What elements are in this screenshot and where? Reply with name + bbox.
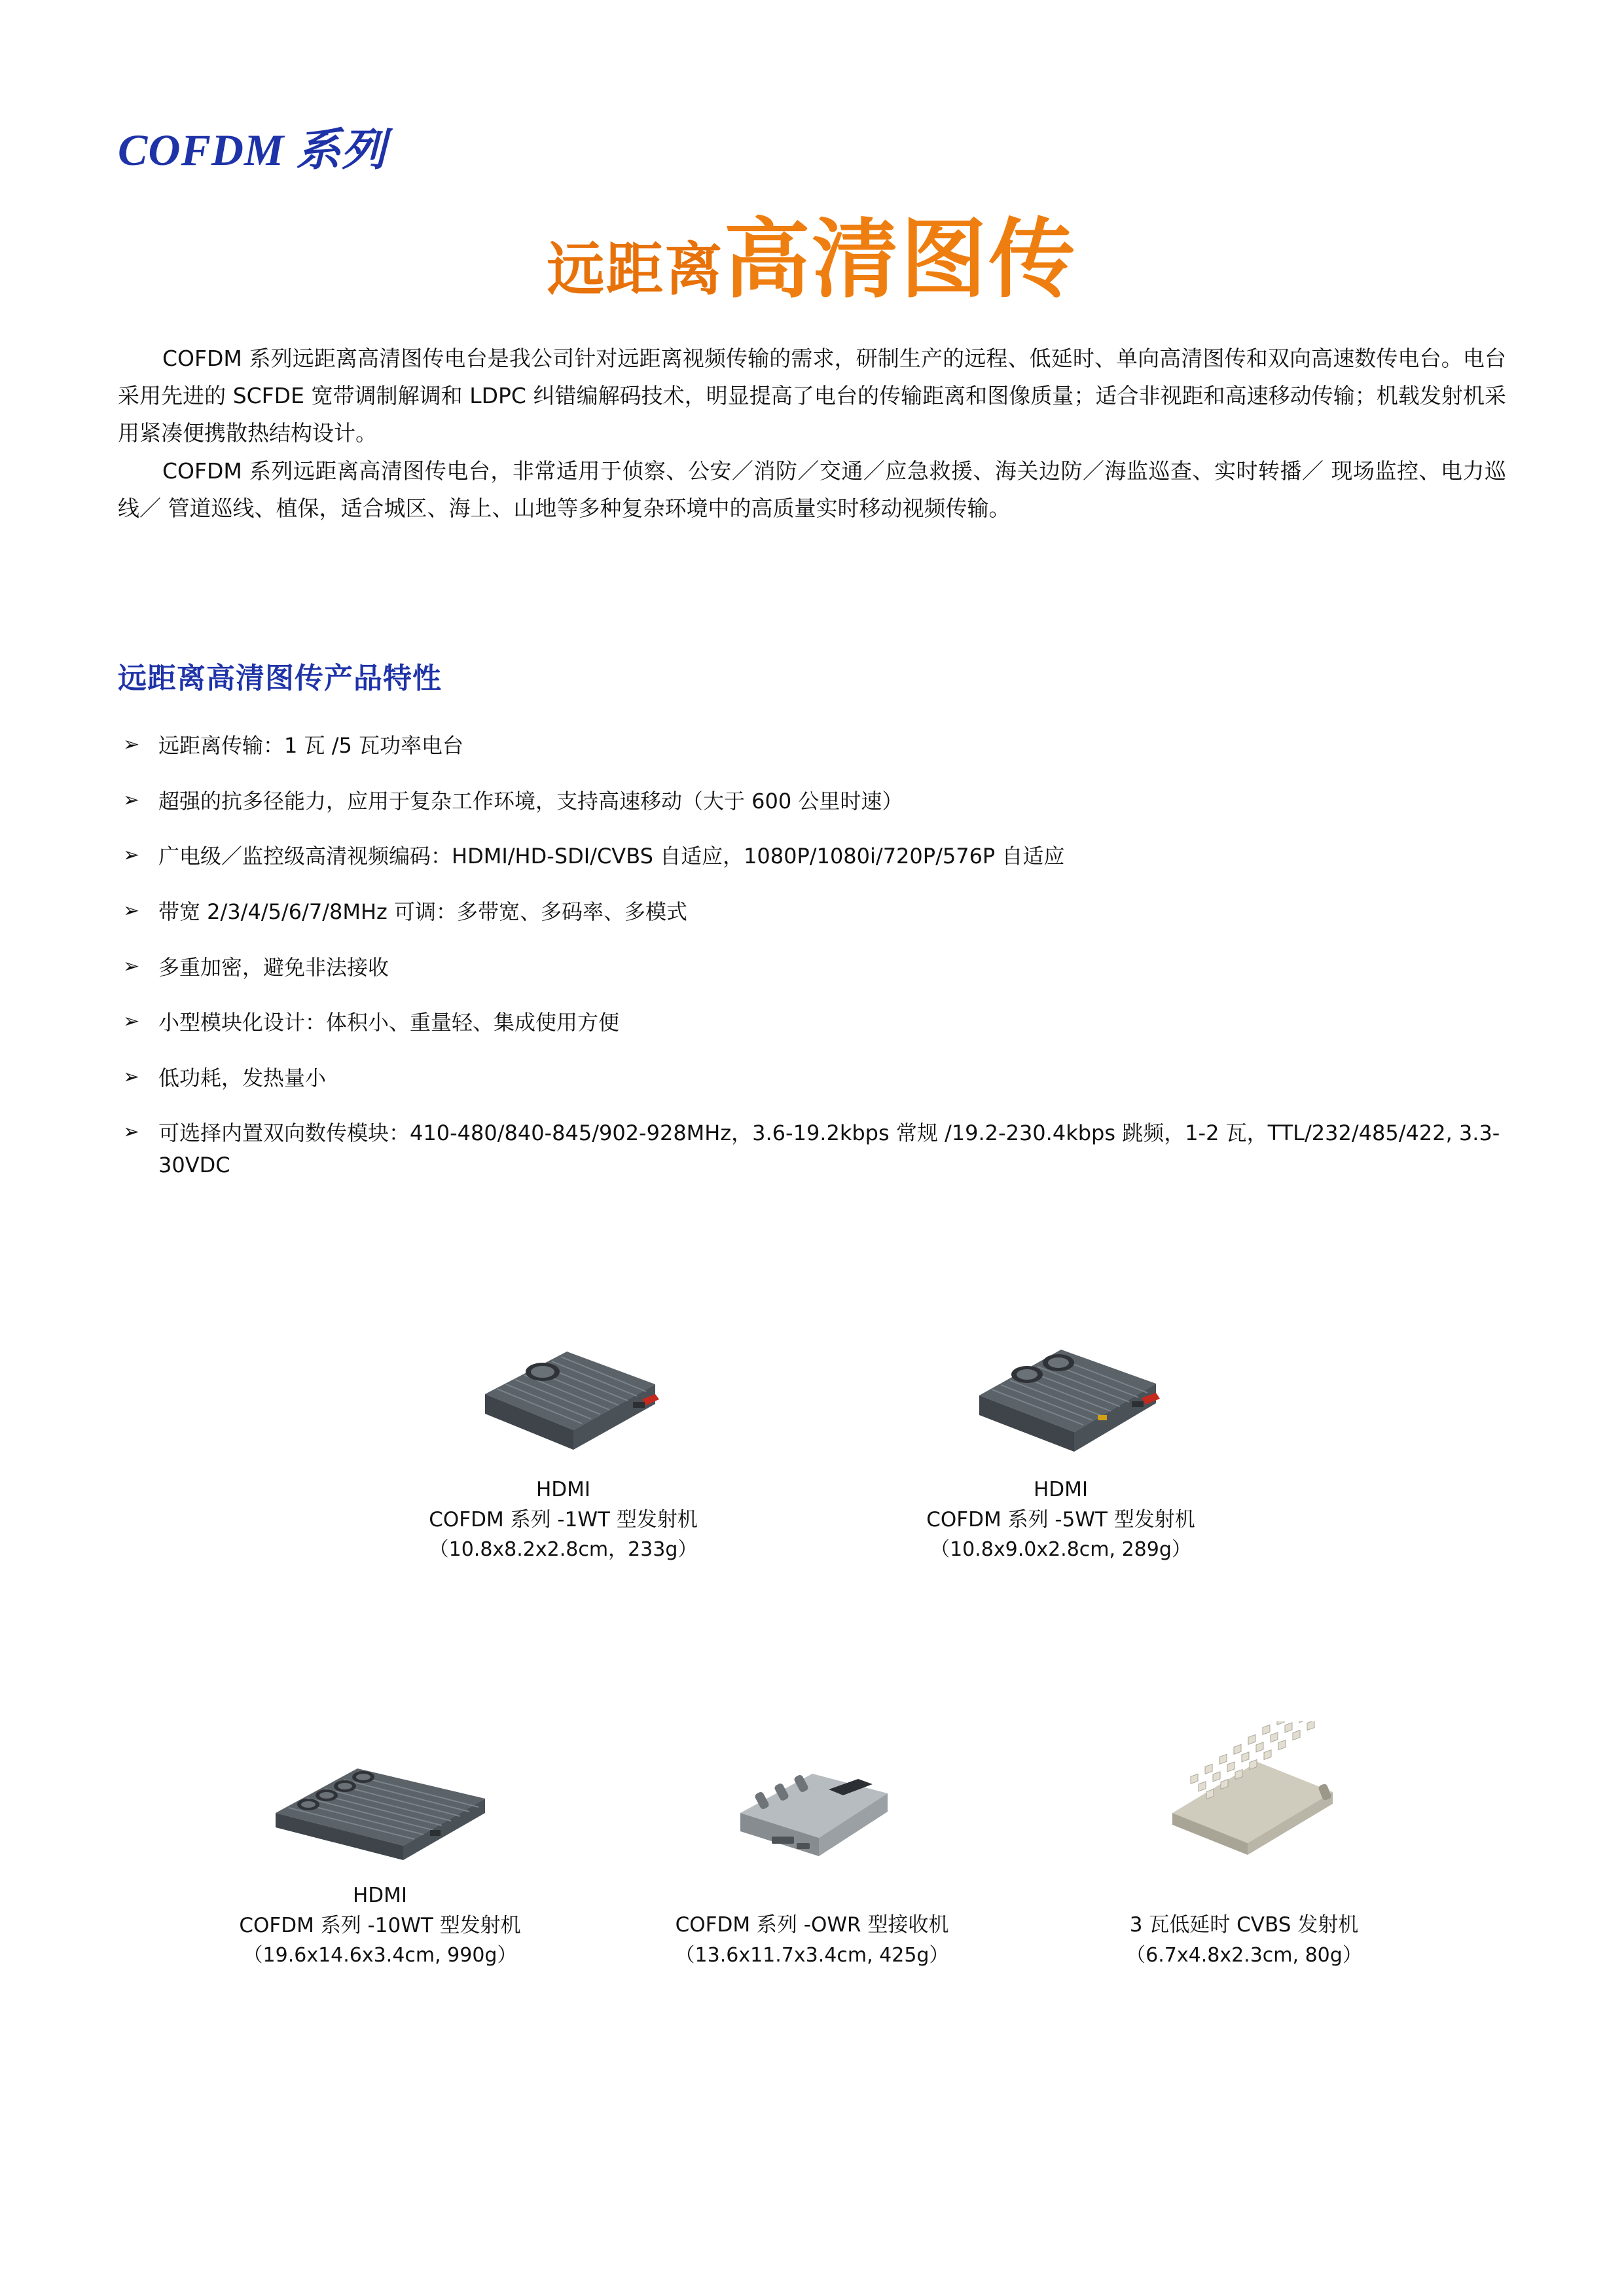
receiver-owr-image	[596, 1715, 1028, 1872]
product-card-owr	[596, 1715, 1028, 1970]
list-item-label: 可选择内置双向数传模块：410-480/840-845/902-928MHz，3.6-19.2kbps 常规 /19.2-230.4kbps 跳频，1-2 瓦，TTL/232/485/422, 3.3-30VDC	[158, 1121, 1500, 1177]
list-item-label: 低功耗，发热量小	[158, 1065, 327, 1090]
product-dimensions: （13.6x11.7x3.4cm, 425g）	[675, 1943, 949, 1967]
transmitter-10wt-image	[164, 1715, 596, 1872]
arrow-bullet-icon: ➢	[123, 899, 140, 922]
page-title-prefix: 远距离	[547, 236, 724, 303]
product-name: COFDM 系列 -1WT 型发射机	[429, 1507, 698, 1532]
product-name: COFDM 系列 -OWR 型接收机	[675, 1913, 949, 1937]
cvbs-transmitter-image	[1028, 1715, 1460, 1872]
product-interface-placeholder	[1028, 1881, 1460, 1910]
list-item-label: 带宽 2/3/4/5/6/7/8MHz 可调：多带宽、多码率、多模式	[158, 899, 688, 924]
list-item	[118, 785, 1513, 817]
product-card-cvbs	[1028, 1715, 1460, 1970]
arrow-bullet-icon: ➢	[123, 733, 140, 756]
arrow-bullet-icon: ➢	[123, 1065, 140, 1088]
product-interface-label: HDMI	[535, 1478, 591, 1501]
features-list	[118, 730, 1513, 1205]
page-title-main: 高清图传	[723, 209, 1077, 310]
intro-section	[118, 340, 1506, 529]
product-card-10wt	[164, 1715, 596, 1970]
product-dimensions: （19.6x14.6x3.4cm, 990g）	[243, 1944, 517, 1967]
intro-paragraph-2: COFDM 系列远距离高清图传电台，非常适用于侦察、公安／消防／交通／应急救援、海关边防／海监巡查、实时转播／ 现场监控、电力巡线／ 管道巡线、植保，适合城区、海上、山地等多种复杂环境中的高质量实时移动视频传输。	[118, 458, 1506, 521]
arrow-bullet-icon: ➢	[123, 1010, 140, 1033]
list-item	[118, 730, 1513, 762]
list-item-label: 远距离传输：1 瓦 /5 瓦功率电台	[158, 733, 464, 758]
product-interface-placeholder	[596, 1881, 1028, 1910]
brand-title: COFDM 系列	[118, 125, 387, 175]
product-card-1wt	[315, 1309, 812, 1564]
transmitter-5wt-image	[812, 1309, 1310, 1466]
product-dimensions: （10.8x9.0x2.8cm, 289g）	[930, 1538, 1191, 1562]
product-card-5wt	[812, 1309, 1310, 1564]
product-row-2	[118, 1715, 1506, 1970]
intro-paragraph-1: COFDM 系列远距离高清图传电台是我公司针对远距离视频传输的需求，研制生产的远程、低延时、单向高清图传和双向高速数传电台。电台采用先进的 SCFDE 宽带调制解调和 LDPC 纠错编解码技术，明显提高了电台的传输距离和图像质量；适合非视距和高速移动传输；机载发射机采用紧凑便携散热结构设计。	[118, 346, 1506, 446]
features-heading: 远距离高清图传产品特性	[118, 662, 442, 695]
list-item-label: 多重加密，避免非法接收	[158, 954, 389, 980]
list-item	[118, 952, 1513, 984]
product-interface-label: HDMI	[1033, 1478, 1089, 1501]
arrow-bullet-icon: ➢	[123, 844, 140, 867]
list-item	[118, 1117, 1513, 1181]
arrow-bullet-icon: ➢	[123, 1121, 140, 1144]
product-interface-label: HDMI	[352, 1884, 408, 1907]
page-title	[0, 190, 1624, 314]
product-name: 3 瓦低延时 CVBS 发射机	[1129, 1913, 1359, 1937]
list-item-label: 小型模块化设计：体积小、重量轻、集成使用方便	[158, 1010, 620, 1035]
product-dimensions: （10.8x8.2x2.8cm，233g）	[429, 1538, 698, 1562]
arrow-bullet-icon: ➢	[123, 954, 140, 978]
list-item	[118, 1007, 1513, 1039]
product-row-1	[118, 1309, 1506, 1564]
product-name: COFDM 系列 -10WT 型发射机	[239, 1913, 521, 1937]
list-item-label: 广电级／监控级高清视频编码：HDMI/HD-SDI/CVBS 自适应，1080P/1080ⅰ/720P/576P 自适应	[158, 844, 1065, 869]
product-name: COFDM 系列 -5WT 型发射机	[926, 1507, 1195, 1532]
transmitter-1wt-image	[315, 1309, 812, 1466]
list-item	[118, 1062, 1513, 1094]
list-item-label: 超强的抗多径能力，应用于复杂工作环境，支持高速移动（大于 600 公里时速）	[158, 788, 903, 814]
product-dimensions: （6.7x4.8x2.3cm, 80g）	[1126, 1943, 1362, 1967]
arrow-bullet-icon: ➢	[123, 788, 140, 812]
list-item	[118, 840, 1513, 872]
list-item	[118, 896, 1513, 928]
